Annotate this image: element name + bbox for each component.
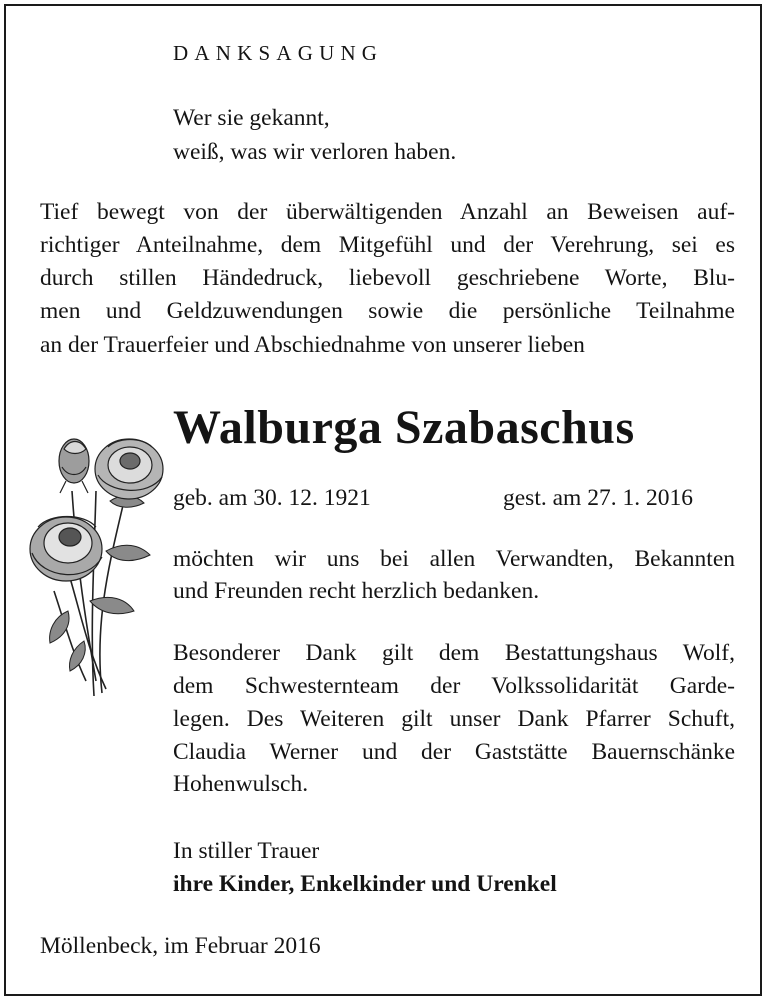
thanks-line-1: möchten wir uns bei allen Verwandten, Bekannten [173,546,735,572]
family-signature: ihre Kinder, Enkelkinder und Urenkel [173,871,557,897]
special-line-4: Claudia Werner und der Gaststätte Bauernschänke [173,739,735,765]
closing-text: In stiller Trauer [173,838,320,864]
roses-illustration [24,431,174,701]
motto-line-2: weiß, was wir verloren haben. [173,139,457,165]
birth-date: geb. am 30. 12. 1921 [173,485,371,511]
intro-line-3: durch stillen Händedruck, liebevoll geschriebene Worte, Blu- [40,265,735,291]
death-date: gest. am 27. 1. 2016 [503,485,693,511]
motto-line-1: Wer sie gekannt, [173,105,330,131]
special-line-1: Besonderer Dank gilt dem Bestattungshaus Wolf, [173,640,735,666]
thanks-line-2: und Freunden recht herzlich bedanken. [173,578,540,604]
heading: DANKSAGUNG [173,41,384,65]
special-line-3: legen. Des Weiteren gilt unser Dank Pfarrer Schuft, [173,706,735,732]
obituary-card [4,4,762,996]
deceased-name: Walburga Szabaschus [173,401,635,454]
special-line-2: dem Schwesternteam der Volkssolidarität Garde- [173,673,735,699]
intro-line-1: Tief bewegt von der überwältigenden Anzahl an Beweisen auf- [40,199,735,225]
intro-line-2: richtiger Anteilnahme, dem Mitgefühl und der Verehrung, sei es [40,232,735,258]
intro-line-4: men und Geldzuwendungen sowie die persönliche Teilnahme [40,298,735,324]
intro-line-5: an der Trauerfeier und Abschiednahme von unserer lieben [40,332,585,358]
place-date: Möllenbeck, im Februar 2016 [40,933,321,959]
special-line-5: Hohenwulsch. [173,771,309,797]
